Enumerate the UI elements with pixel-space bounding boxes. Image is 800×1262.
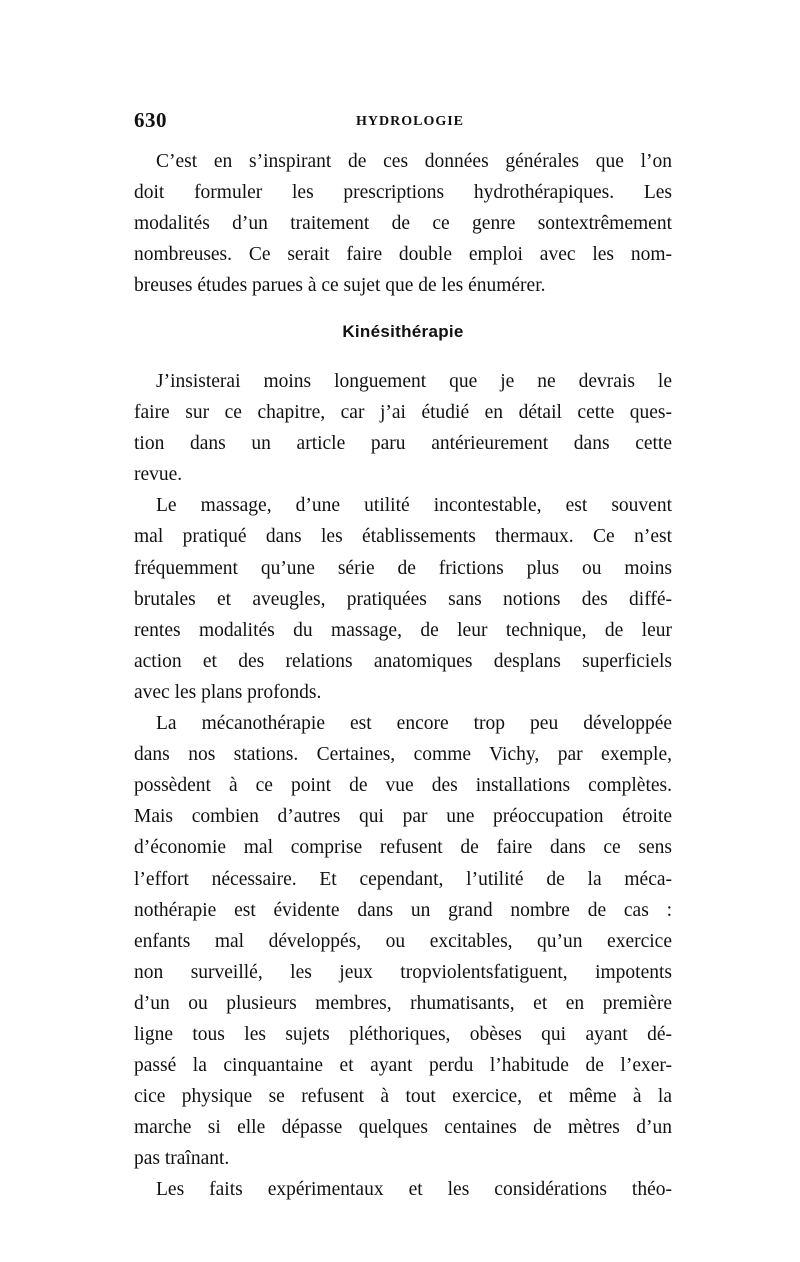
- running-title: HYDROLOGIE: [356, 114, 465, 129]
- text-line: d’un ou plusieurs membres, rhumatisants, et en première: [134, 992, 672, 1014]
- text-line: pas traînant.: [134, 1148, 230, 1170]
- text-line: dans nos stations. Certaines, comme Vichy, par exemple,: [134, 744, 672, 766]
- text-line: tion dans un article paru antérieurement dans cette: [134, 433, 672, 455]
- page-number: 630: [134, 108, 167, 132]
- running-head: [134, 108, 672, 138]
- text-line: faire sur ce chapitre, car j’ai étudié en détail cette ques-: [134, 402, 672, 424]
- text-line: Mais combien d’autres qui par une préoccupation étroite: [134, 806, 672, 828]
- text-line: brutales et aveugles, pratiquées sans notions des diffé-: [134, 588, 672, 610]
- section-body: [134, 366, 672, 1206]
- text-line: l’effort nécessaire. Et cependant, l’utilité de la méca-: [134, 868, 672, 890]
- text-line: J’insisterai moins longuement que je ne devrais le: [156, 371, 672, 392]
- text-line: nothérapie est évidente dans un grand nombre de cas :: [134, 899, 672, 921]
- text-line: C’est en s’inspirant de ces données générales que l’on: [156, 151, 672, 172]
- text-line: avec les plans profonds.: [134, 681, 322, 703]
- text-line: breuses études parues à ce sujet que de les énumérer.: [134, 275, 546, 297]
- text-line: marche si elle dépasse quelques centaines de mètres d’un: [134, 1117, 672, 1139]
- text-line: Les faits expérimentaux et les considérations théo-: [156, 1179, 672, 1201]
- section-heading: Kinésithérapie: [342, 322, 464, 341]
- text-line: enfants mal développés, ou excitables, qu’un exercice: [134, 930, 672, 952]
- text-line: possèdent à ce point de vue des installations complètes.: [134, 775, 672, 797]
- text-line: revue.: [134, 464, 183, 486]
- text-line: nombreuses. Ce serait faire double emploi avec les nom-: [134, 244, 672, 266]
- intro-paragraph: [134, 146, 672, 301]
- text-line: doit formuler les prescriptions hydrothérapiques. Les: [134, 182, 672, 204]
- text-line: La mécanothérapie est encore trop peu développée: [156, 713, 672, 735]
- text-line: non surveillé, les jeux tropviolentsfatiguent, impotents: [134, 961, 672, 983]
- text-line: action et des relations anatomiques desplans superficiels: [134, 650, 672, 672]
- text-line: d’économie mal comprise refusent de faire dans ce sens: [134, 837, 672, 859]
- text-line: modalités d’un traitement de ce genre sontextrêmement: [134, 213, 672, 235]
- text-line: cice physique se refusent à tout exercice, et même à la: [134, 1086, 672, 1108]
- text-line: ligne tous les sujets pléthoriques, obèses qui ayant dé-: [134, 1023, 672, 1045]
- text-line: Le massage, d’une utilité incontestable, est souvent: [156, 495, 672, 517]
- text-line: passé la cinquantaine et ayant perdu l’habitude de l’exer-: [134, 1055, 672, 1077]
- text-line: mal pratiqué dans les établissements thermaux. Ce n’est: [134, 526, 672, 548]
- text-line: fréquemment qu’une série de frictions plus ou moins: [134, 557, 672, 579]
- text-line: rentes modalités du massage, de leur technique, de leur: [134, 619, 672, 641]
